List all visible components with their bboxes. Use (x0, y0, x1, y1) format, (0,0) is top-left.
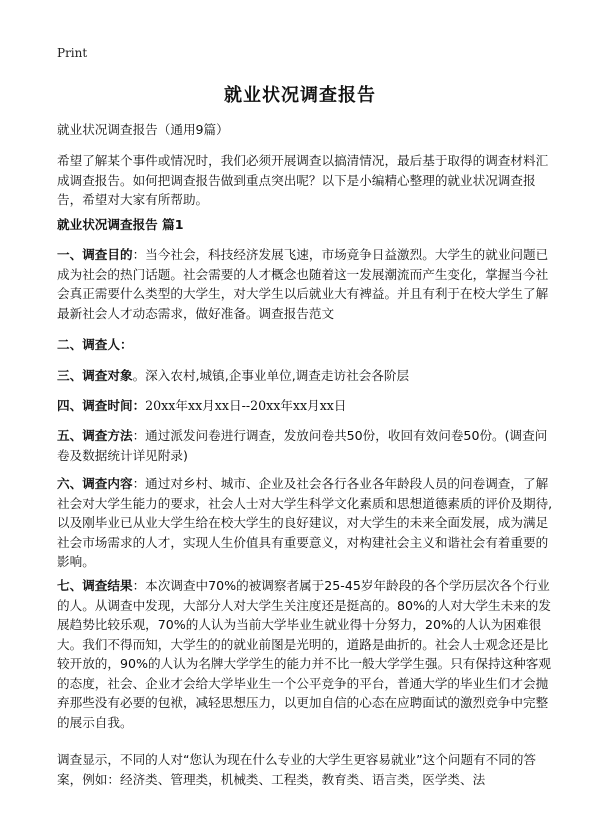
intro-paragraph: 希望了解某个事件或情况时，我们必须开展调查以搞清情况，最后基于取得的调查材料汇成调查报告。如何把调查报告做到重点突出呢？以下是小编精心整理的就业状况调查报告，希望对大家有所帮助。 (57, 153, 549, 207)
item-subjects (57, 366, 553, 386)
closing-paragraph: 调查显示，不同的人对“您认为现在什么专业的大学生更容易就业”这个问题有不同的答案，例如：经济类、管理类，机械类、工程类，教育类、语言类，医学类、法 (57, 752, 537, 787)
item-label: 四、调查时间 (57, 398, 133, 413)
item-label: 六、调查内容 (57, 476, 133, 491)
item-text: 当今社会，科技经济发展飞速，市场竟争日益激烈。大学生的就业问题已成为社会的热门话题。社会需要的人才概念也随着这一发展潮流而产生变化，掌握当今社会真正需要什么类型的大学生，对大学生以后就业大有裨益。并且有利于在校大学生了解最新社会人才动态需求，做好准备。调查报告范文 (57, 247, 549, 321)
item-investigators (57, 335, 553, 355)
item-separator: ： (132, 428, 146, 443)
item-label: 一、调查目的 (57, 247, 133, 262)
item-label: 二、调查人 (57, 337, 120, 352)
item-method (57, 426, 553, 465)
item-text: 20xx年xx月xx日--20xx年xx月xx日 (145, 398, 347, 413)
item-time (57, 396, 553, 416)
document-title: 就业状况调查报告 (224, 85, 376, 106)
item-separator: 。 (132, 368, 146, 383)
item-text: 深入农村,城镇,企事业单位,调查走访社会各阶层 (145, 368, 410, 383)
print-link[interactable]: Print (57, 46, 88, 60)
item-text: 通过对乡村、城市、企业及社会各行各业各年龄段人员的问卷调查，了解社会对大学生能力的要求，社会人士对大学生科学文化素质和思想道德素质的评价及期待,以及刚毕业已从业大学生给在校大学生的良好建议，对大学生的未来全面发展，成为满足社会市场需求的人才，实现人生价值具有重要意义，对构建社会主义和谐社会有着重要的影响。 (57, 476, 553, 569)
item-results (57, 576, 553, 732)
document-subtitle: 就业状况调查报告（通用9篇） (57, 122, 229, 137)
item-text: 本次调查中70%的被调察者属于25-45岁年龄段的各个学历层次各个行业的人。从调查中发现，大部分人对大学生关注度还是挺高的。80%的人对大学生未来的发展趋势比较乐观，70%的人认为当前大学毕业生就业得十分努力，20%的人认为困难很大。我们不得而知，大学生的的就业前图是光明的，道路是曲折的。社会人士观念还是比较开放的，90%的人认为名牌大学学生的能力并不比一般大学学生强。只有保持这种客观的态度，社会、企业才会给大学毕业生一个公平竞争的平台，普通大学的毕业生们才会抛弃那些没有必要的包袱，减轻思想压力，以更加自信的心态在应聘面试的激烈竞争中完整的展示自我。 (57, 578, 551, 730)
item-separator: ： (132, 247, 146, 262)
section-heading: 就业状况调查报告 篇1 (57, 217, 184, 232)
item-separator: ： (132, 476, 146, 491)
item-label: 七、调查结果 (57, 578, 133, 593)
item-separator: ： (132, 398, 146, 413)
item-label: 五、调查方法 (57, 428, 133, 443)
item-label: 三、调查对象 (57, 368, 133, 383)
item-separator: ： (132, 578, 146, 593)
item-purpose (57, 245, 553, 323)
item-separator: ： (119, 337, 133, 352)
item-text: 通过派发问卷进行调查，发放问卷共50份，收回有效问卷50份。(调查问卷及数据统计详见附录) (57, 428, 548, 463)
item-content (57, 474, 553, 572)
